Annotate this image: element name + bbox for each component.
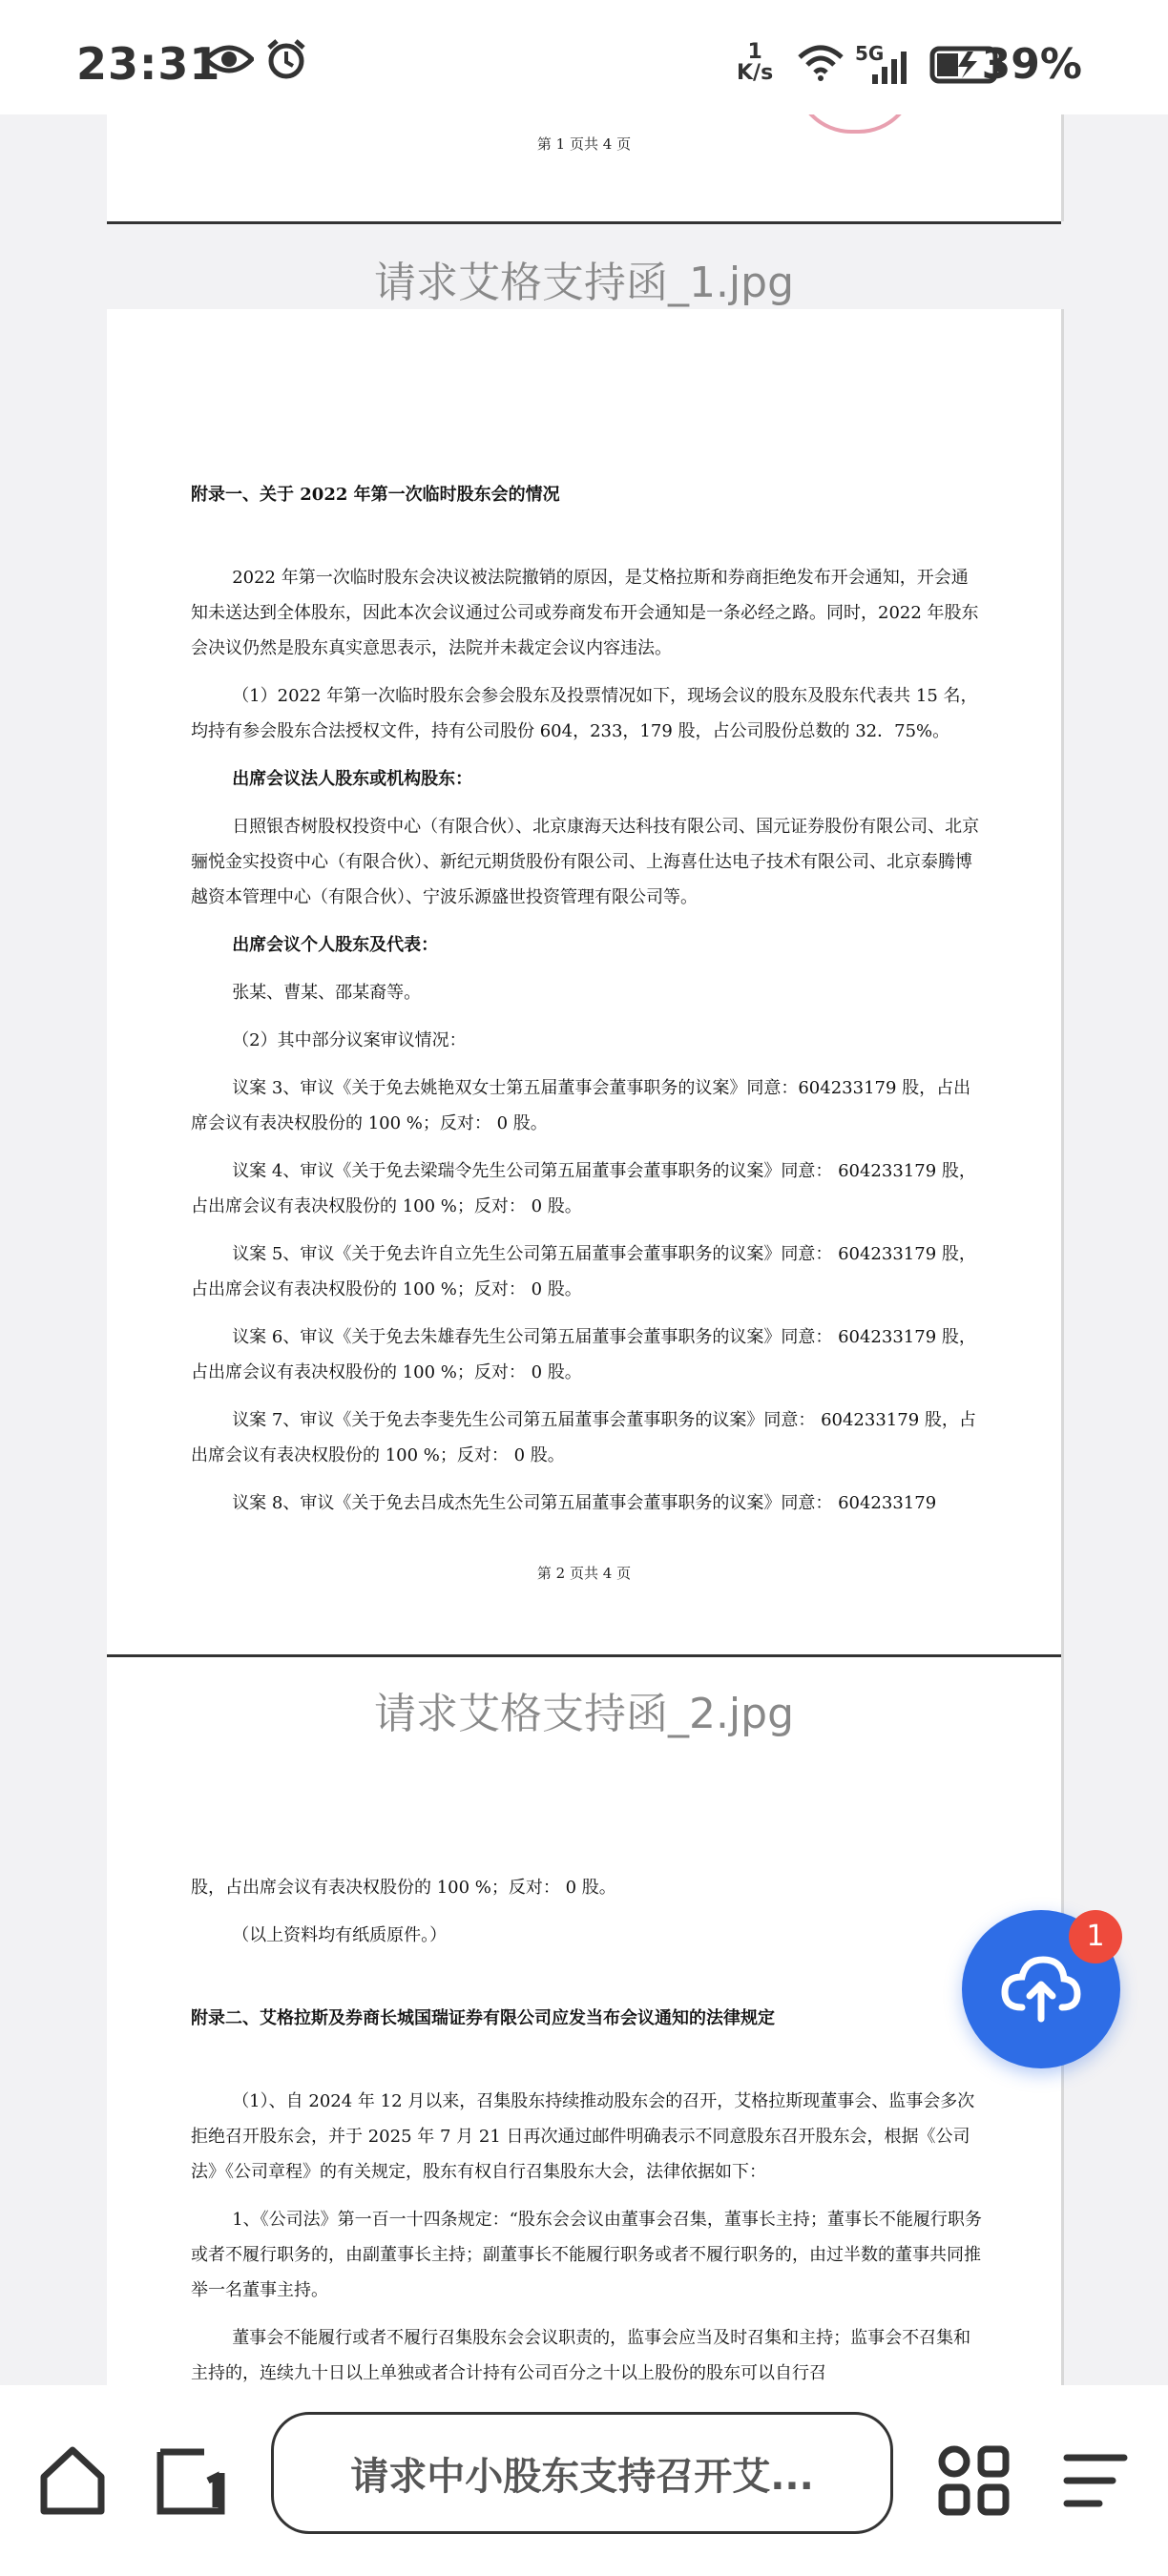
notification-badge: 1 xyxy=(1069,1910,1122,1963)
paragraph: （以上资料均有纸质原件。） xyxy=(232,1925,448,1945)
paragraph: （1）2022 年第一次临时股东会参会股东及投票情况如下，现场会议的股东及股东代表共 15 名，均持有参会股东合法授权文件，持有公司股份 604，233，179 股，占公司股份总数的 32．75%。 xyxy=(191,686,978,741)
paragraph: （1）、自 2024 年 12 月以来，召集股东持续推动股东会的召开，艾格拉斯现董事会、监事会多次拒绝召开股东会，并于 2025 年 7 月 21 日再次通过邮件明确表示不同意股东召开股东会，根据《公司法》《公司章程》的有关规定，股东有权自行召集股东大会，法律依据如下： xyxy=(191,2091,975,2182)
paragraph: 日照银杏树股权投资中心（有限合伙）、北京康海天达科技有限公司、国元证券股份有限公司、北京骊悦金实投资中心（有限合伙）、新纪元期货股份有限公司、上海喜仕达电子技术有限公司、北京泰腾博越资本管理中心（有限合伙）、宁波乐源盛世投资管理有限公司等。 xyxy=(191,817,980,907)
signal-bars-icon xyxy=(870,48,916,86)
address-search-text: 请求中小股东支持召开艾... xyxy=(350,2454,814,2499)
page-divider xyxy=(107,221,1061,224)
motion-item: 议案 4、审议《关于免去梁瑞令先生公司第五届董事会董事职务的议案》同意： 604233179 股，占出席会议有表决权股份的 100 %；反对： 0 股。 xyxy=(191,1161,976,1216)
alarm-icon xyxy=(265,38,307,80)
motion-item: 议案 5、审议《关于免去许自立先生公司第五届董事会董事职务的议案》同意： 604233179 股，占出席会议有表决权股份的 100 %；反对： 0 股。 xyxy=(191,1244,976,1299)
legal-holders-title: 出席会议法人股东或机构股东： xyxy=(232,769,473,789)
motion-item: 议案 3、审议《关于免去姚艳双女士第五届董事会董事职务的议案》同意：604233179 股，占出席会议有表决权股份的 100 %；反对： 0 股。 xyxy=(191,1078,971,1133)
page-2-footer: 第 2 页共 4 页 xyxy=(536,1565,632,1582)
bottom-navigation-bar xyxy=(0,2385,1168,2576)
paragraph: 张某、曹某、邵某裔等。 xyxy=(232,983,422,1003)
page-2-text xyxy=(191,477,983,1521)
signal-type-label: 5G xyxy=(855,42,885,65)
page-3-text xyxy=(191,1870,983,2385)
tabs-icon[interactable] xyxy=(153,2442,229,2519)
paragraph: 2022 年第一次临时股东会决议被法院撤销的原因，是艾格拉斯和券商拒绝发布开会通知，开会通知未送达到全体股东，因此本次会议通过公司或券商发布开会通知是一条必经之路。同时，2022 年股东会决议仍然是股东真实意思表示，法院并未裁定会议内容违法。 xyxy=(191,568,979,658)
paragraph: （2）其中部分议案审议情况： xyxy=(232,1030,467,1050)
official-seal xyxy=(794,114,916,134)
individual-holders-title: 出席会议个人股东及代表： xyxy=(232,935,439,955)
motion-item: 议案 8、审议《关于免去吕成杰先生公司第五届董事会董事职务的议案》同意： 604233179 xyxy=(232,1493,937,1513)
address-search-bar[interactable] xyxy=(271,2412,893,2534)
document-page-1 xyxy=(107,114,1064,221)
motion-item: 议案 6、审议《关于免去朱雄春先生公司第五届董事会董事职务的议案》同意： 604233179 股，占出席会议有表决权股份的 100 %；反对： 0 股。 xyxy=(191,1327,976,1382)
paragraph: 董事会不能履行或者不履行召集股东会会议职责的，监事会应当及时召集和主持；监事会不召集和主持的，连续九十日以上单独或者合计持有公司百分之十以上股份的股东可以自行召 xyxy=(191,2328,971,2383)
network-speed: 1 K/s xyxy=(737,40,774,85)
appendix-1-heading: 附录一、关于 2022 年第一次临时股东会的情况 xyxy=(191,485,560,505)
apps-grid-icon[interactable] xyxy=(935,2442,1012,2519)
status-bar xyxy=(0,0,1168,114)
page-divider xyxy=(107,1654,1061,1657)
paragraph: 1、《公司法》第一百一十四条规定：“股东会会议由董事会召集，董事长主持；董事长不能履行职务或者不履行职务的，由副董事长主持；副董事长不能履行职务或者不履行职务的，由过半数的董事共同推举一名董事主持。 xyxy=(191,2210,982,2300)
image-caption-2: 请求艾格支持函_2.jpg xyxy=(373,1690,795,1738)
battery-percent: 39% xyxy=(981,40,1082,89)
motion-item: 议案 7、审议《关于免去李斐先生公司第五届董事会董事职务的议案》同意： 604233179 股，占出席会议有表决权股份的 100 %；反对： 0 股。 xyxy=(191,1410,976,1465)
image-caption-1: 请求艾格支持函_1.jpg xyxy=(373,259,795,307)
page-1-footer: 第 1 页共 4 页 xyxy=(536,135,632,153)
status-time: 23:31 xyxy=(76,38,221,90)
menu-icon[interactable] xyxy=(1057,2442,1134,2519)
home-icon[interactable] xyxy=(34,2442,111,2519)
appendix-2-heading: 附录二、艾格拉斯及券商长城国瑞证券有限公司应发当布会议通知的法律规定 xyxy=(191,2008,775,2028)
wifi-icon xyxy=(796,44,845,82)
paragraph: 股，占出席会议有表决权股份的 100 %；反对： 0 股。 xyxy=(191,1878,616,1898)
cloud-upload-icon xyxy=(1001,1956,1081,2023)
eye-icon xyxy=(204,42,254,76)
